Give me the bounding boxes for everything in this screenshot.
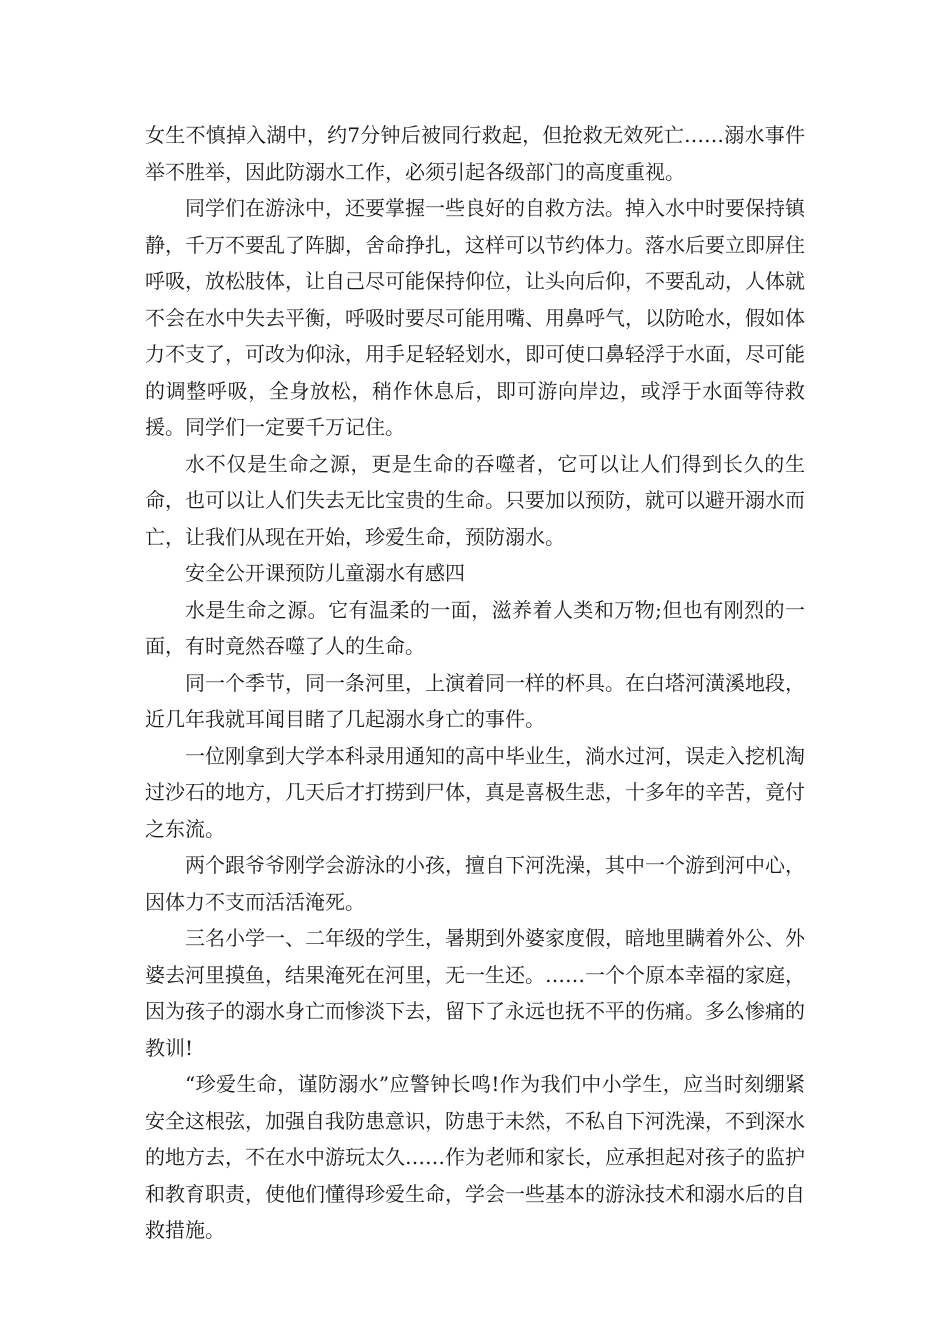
paragraph-three-students: 三名小学一、二年级的学生，暑期到外婆家度假，暗地里瞒着外公、外婆去河里摸鱼，结果淹死在河里，无一生还。……一个个原本幸福的家庭，因为孩子的溺水身亡而惨淡下去，留下了永远也抚不平的伤痛。多么惨痛的教训!	[145, 926, 805, 1060]
paragraph-graduate: 一位刚拿到大学本科录用通知的高中毕业生，淌水过河，误走入挖机淘过沙石的地方，几天后才打捞到尸体，真是喜极生悲，十多年的辛苦，竟付之东流。	[145, 743, 805, 841]
paragraph-water-source: 水不仅是生命之源，更是生命的吞噬者，它可以让人们得到长久的生命，也可以让人们失去无比宝贵的生命。只要加以预防，就可以避开溺水而亡，让我们从现在开始，珍爱生命，预防溺水。	[145, 451, 805, 549]
section-heading: 安全公开课预防儿童溺水有感四	[185, 561, 465, 585]
paragraph-intro: 水是生命之源。它有温柔的一面，滋养着人类和万物;但也有刚烈的一面，有时竟然吞噬了人的生命。	[145, 597, 805, 658]
paragraph-self-rescue: 同学们在游泳中，还要掌握一些良好的自救方法。掉入水中时要保持镇静，千万不要乱了阵脚，舍命挣扎，这样可以节约体力。落水后要立即屏住呼吸，放松肢体，让自己尽可能保持仰位，让头向后仰，不要乱动，人体就不会在水中失去平衡，呼吸时要尽可能用嘴、用鼻呼气，以防呛水，假如体力不支了，可改为仰泳，用手足轻轻划水，即可使口鼻轻浮于水面，尽可能的调整呼吸，全身放松，稍作休息后，即可游向岸边，或浮于水面等待救援。同学们一定要千万记住。	[145, 196, 805, 439]
document-body	[145, 117, 805, 1249]
paragraph-season: 同一个季节，同一条河里，上演着同一样的杯具。在白塔河潢溪地段，近几年我就耳闻目睹了几起溺水身亡的事件。	[145, 670, 805, 731]
paragraph-two-children: 两个跟爷爷刚学会游泳的小孩，擅自下河洗澡，其中一个游到河中心，因体力不支而活活淹死。	[145, 853, 805, 914]
paragraph-continuation: 女生不慎掉入湖中，约7分钟后被同行救起，但抢救无效死亡……溺水事件举不胜举，因此防溺水工作，必须引起各级部门的高度重视。	[145, 123, 805, 184]
paragraph-conclusion: “珍爱生命，谨防溺水”应警钟长鸣!作为我们中小学生，应当时刻绷紧安全这根弦，加强自我防患意识，防患于未然，不私自下河洗澡，不到深水的地方去，不在水中游玩太久……作为老师和家长，应承担起对孩子的监护和教育职责，使他们懂得珍爱生命，学会一些基本的游泳技术和溺水后的自救措施。	[145, 1072, 805, 1242]
